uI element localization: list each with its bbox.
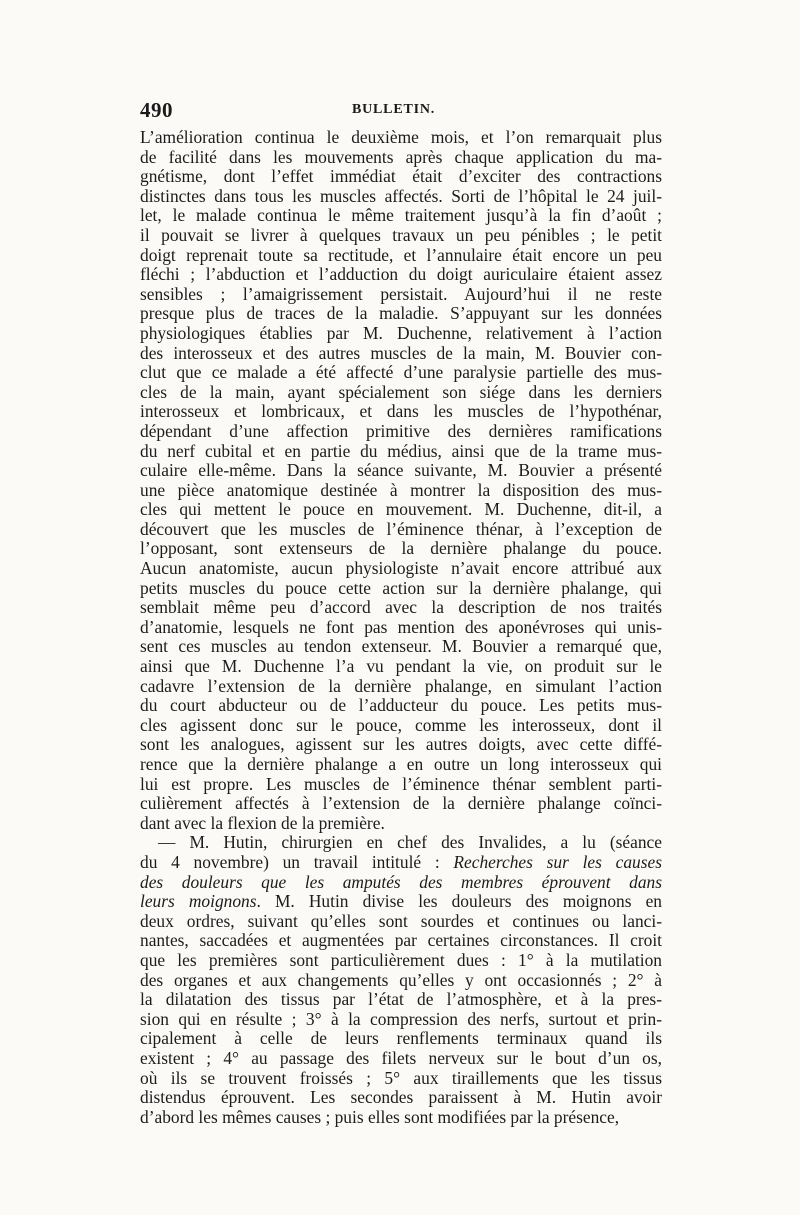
text-line: cles agissent donc sur le pouce, comme les interosseux, dont il xyxy=(140,715,662,735)
text-line: que les premières sont particulièrement dues : 1° à la mutilation xyxy=(140,950,662,970)
text-line: cipalement à celle de leurs renflements terminaux quand ils xyxy=(140,1029,662,1049)
text-line: — M. Hutin, chirurgien en chef des Invalides, a lu (séance xyxy=(158,833,662,853)
page-number: 490 xyxy=(140,98,173,122)
text-fragment: . M. Hutin divise les douleurs des moignons en xyxy=(256,892,662,912)
text-fragment: du 4 novembre) un travail intitulé : xyxy=(140,852,454,872)
body-text xyxy=(140,128,662,1127)
italic-title-fragment: Recherches sur les causes xyxy=(453,852,662,872)
paragraph-magnetism-case xyxy=(140,128,662,833)
text-line: découvert que les muscles de l’éminence thénar, à l’exception de xyxy=(140,519,662,539)
text-line: du nerf cubital et en partie du médius, ainsi que de la trame mus- xyxy=(140,441,662,461)
text-line xyxy=(140,853,662,873)
text-line: d’anatomie, lesquels ne font pas mention des aponévroses qui unis- xyxy=(140,617,662,637)
text-line: existent ; 4° au passage des filets nerveux sur le bout d’un os, xyxy=(140,1048,662,1068)
text-line: culièrement affectés à l’extension de la dernière phalange coïnci- xyxy=(140,794,662,814)
text-line: semblait même peu d’accord avec la description de nos traités xyxy=(140,598,662,618)
text-line: des interosseux et des autres muscles de la main, M. Bouvier con- xyxy=(140,343,662,363)
text-line: du court abducteur ou de l’adducteur du pouce. Les petits mus- xyxy=(140,696,662,716)
text-line: clut que ce malade a été affecté d’une paralysie partielle des mus- xyxy=(140,363,662,383)
text-line: d’abord les mêmes causes ; puis elles sont modifiées par la présence, xyxy=(140,1107,620,1127)
text-line: où ils se trouvent froissés ; 5° aux tiraillements que les tissus xyxy=(140,1068,662,1088)
text-line: de facilité dans les mouvements après chaque application du ma- xyxy=(140,147,662,167)
text-line: ainsi que M. Duchenne l’a vu pendant la vie, on produit sur le xyxy=(140,657,662,677)
text-line: let, le malade continua le même traitement jusqu’à la fin d’août ; xyxy=(140,206,662,226)
text-line xyxy=(140,892,662,912)
text-line: fléchi ; l’abduction et l’adduction du doigt auriculaire étaient assez xyxy=(140,265,662,285)
text-line: deux ordres, suivant qu’elles sont sourdes et continues ou lanci- xyxy=(140,911,662,931)
text-line: sont les analogues, agissent sur les autres doigts, avec cette diffé- xyxy=(140,735,662,755)
text-line: sent ces muscles au tendon extenseur. M. Bouvier a remarqué que, xyxy=(140,637,662,657)
text-line: une pièce anatomique destinée à montrer la disposition des mus- xyxy=(140,480,662,500)
text-line: cles de la main, ayant spécialement son siége dans les derniers xyxy=(140,382,662,402)
text-line: lui est propre. Les muscles de l’éminence thénar semblent parti- xyxy=(140,774,662,794)
text-line: dépendant d’une affection primitive des dernières ramifications xyxy=(140,421,662,441)
text-line: distinctes dans tous les muscles affectés. Sorti de l’hôpital le 24 juil- xyxy=(140,186,662,206)
text-line: distendus éprouvent. Les secondes paraissent à M. Hutin avoir xyxy=(140,1088,662,1108)
running-head: BULLETIN. xyxy=(352,102,436,117)
text-line: nantes, saccadées et augmentées par certaines circonstances. Il croit xyxy=(140,931,662,951)
text-line: l’opposant, sont extenseurs de la dernière phalange du pouce. xyxy=(140,539,662,559)
text-line: cadavre l’extension de la dernière phalange, en simulant l’action xyxy=(140,676,662,696)
text-line: Aucun anatomiste, aucun physiologiste n’avait encore attribué aux xyxy=(140,559,662,579)
italic-title-fragment: leurs moignons xyxy=(140,892,257,912)
text-line: sion qui en résulte ; 3° à la compression des nerfs, surtout et prin- xyxy=(140,1009,662,1029)
text-line: doigt reprenait toute sa rectitude, et l’annulaire était encore un peu xyxy=(140,245,662,265)
text-line: culaire elle-même. Dans la séance suivante, M. Bouvier a présenté xyxy=(140,461,662,481)
italic-title-fragment: des douleurs que les amputés des membres éprouvent dans xyxy=(140,872,662,892)
text-line: sensibles ; l’amaigrissement persistait. Aujourd’hui il ne reste xyxy=(140,284,662,304)
page-header xyxy=(140,98,662,124)
text-line: gnétisme, dont l’effet immédiat était d’exciter des contractions xyxy=(140,167,662,187)
text-line: presque plus de traces de la maladie. S’appuyant sur les données xyxy=(140,304,662,324)
text-line: il pouvait se livrer à quelques travaux un peu pénibles ; le petit xyxy=(140,225,662,245)
text-line: des organes et aux changements qu’elles y ont occasionnés ; 2° à xyxy=(140,970,662,990)
text-line: dant avec la flexion de la première. xyxy=(140,813,385,833)
text-line: rence que la dernière phalange a en outre un long interosseux qui xyxy=(140,755,662,774)
text-line: petits muscles du pouce cette action sur la dernière phalange, qui xyxy=(140,578,662,598)
text-line: L’amélioration continua le deuxième mois, et l’on remarquait plus xyxy=(140,128,662,147)
text-line xyxy=(140,873,662,893)
text-line: cles qui mettent le pouce en mouvement. M. Duchenne, dit-il, a xyxy=(140,500,662,520)
text-line: physiologiques établies par M. Duchenne, relativement à l’action xyxy=(140,323,662,343)
paragraph-hutin-report xyxy=(140,833,662,1127)
text-line: interosseux et lombricaux, et dans les muscles de l’hypothénar, xyxy=(140,402,662,422)
text-line: la dilatation des tissus par l’état de l’atmosphère, et à la pres- xyxy=(140,990,662,1010)
